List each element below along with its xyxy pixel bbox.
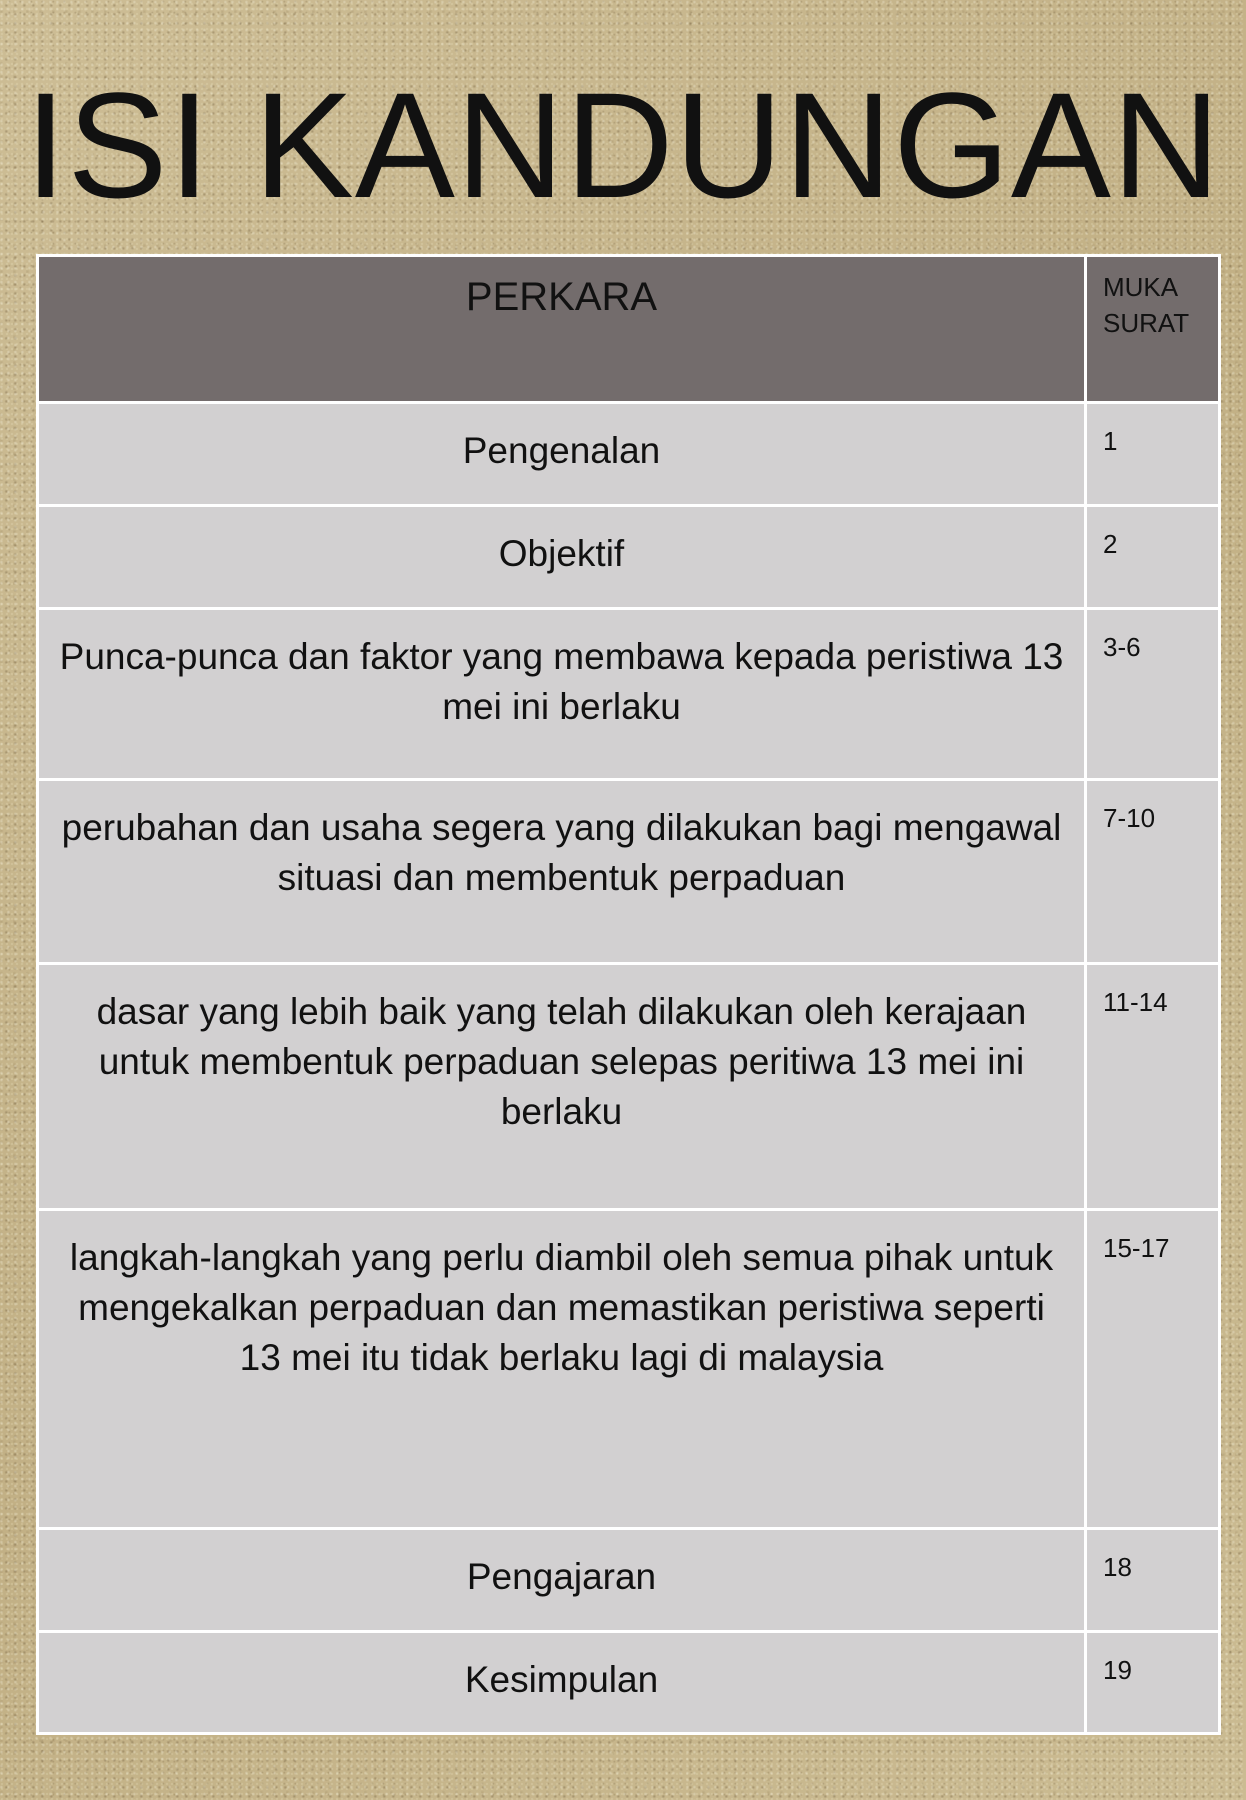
row-item-text: Pengajaran (466, 1556, 657, 1597)
page-cell (1086, 1210, 1220, 1529)
page-cell (1086, 780, 1220, 964)
item-cell (38, 1529, 1086, 1632)
row-item-text: Pengenalan (462, 430, 661, 471)
header-page-label (1087, 257, 1218, 341)
row-item-text: Kesimpulan (464, 1659, 659, 1700)
row-page-number: 11-14 (1103, 987, 1168, 1017)
item-cell (38, 780, 1086, 964)
header-item-label: PERKARA (465, 275, 658, 319)
item-cell (38, 964, 1086, 1210)
page-cell (1086, 506, 1220, 609)
page-title: ISI KANDUNGAN (24, 61, 1222, 229)
header-page-label-line1: MUKA (1103, 272, 1179, 302)
table-row (38, 506, 1220, 609)
table-row (38, 609, 1220, 780)
page-cell (1086, 609, 1220, 780)
contents-table (36, 254, 1221, 1735)
row-page-number: 3-6 (1103, 632, 1141, 662)
item-cell (38, 1632, 1086, 1734)
table-row (38, 780, 1220, 964)
header-page-label-line2: SURAT (1103, 308, 1190, 338)
table-row (38, 1529, 1220, 1632)
item-cell (38, 403, 1086, 506)
header-item-cell (38, 256, 1086, 403)
table-row (38, 1632, 1220, 1734)
row-page-number: 19 (1103, 1655, 1132, 1685)
item-cell (38, 1210, 1086, 1529)
page-cell (1086, 964, 1220, 1210)
row-item-text: perubahan dan usaha segera yang dilakukan bagi mengawal situasi dan membentuk perpaduan (61, 807, 1062, 898)
item-cell (38, 609, 1086, 780)
page-cell (1086, 403, 1220, 506)
row-page-number: 1 (1103, 426, 1118, 456)
row-page-number: 18 (1103, 1552, 1132, 1582)
row-page-number: 7-10 (1103, 803, 1156, 833)
table-header-row (38, 256, 1220, 403)
table-row (38, 1210, 1220, 1529)
row-item-text: dasar yang lebih baik yang telah dilakukan oleh kerajaan untuk membentuk perpaduan selepas peritiwa 13 mei ini berlaku (96, 991, 1027, 1132)
table-row (38, 964, 1220, 1210)
page-cell (1086, 1632, 1220, 1734)
table-row (38, 403, 1220, 506)
page-cell (1086, 1529, 1220, 1632)
row-item-text: Objektif (498, 533, 625, 574)
header-page-cell (1086, 256, 1220, 403)
row-page-number: 15-17 (1103, 1233, 1170, 1263)
row-item-text: Punca-punca dan faktor yang membawa kepada peristiwa 13 mei ini berlaku (59, 636, 1064, 727)
row-item-text: langkah-langkah yang perlu diambil oleh semua pihak untuk mengekalkan perpaduan dan memastikan peristiwa seperti 13 mei itu tidak berlaku lagi di malaysia (69, 1237, 1054, 1378)
item-cell (38, 506, 1086, 609)
row-page-number: 2 (1103, 529, 1118, 559)
